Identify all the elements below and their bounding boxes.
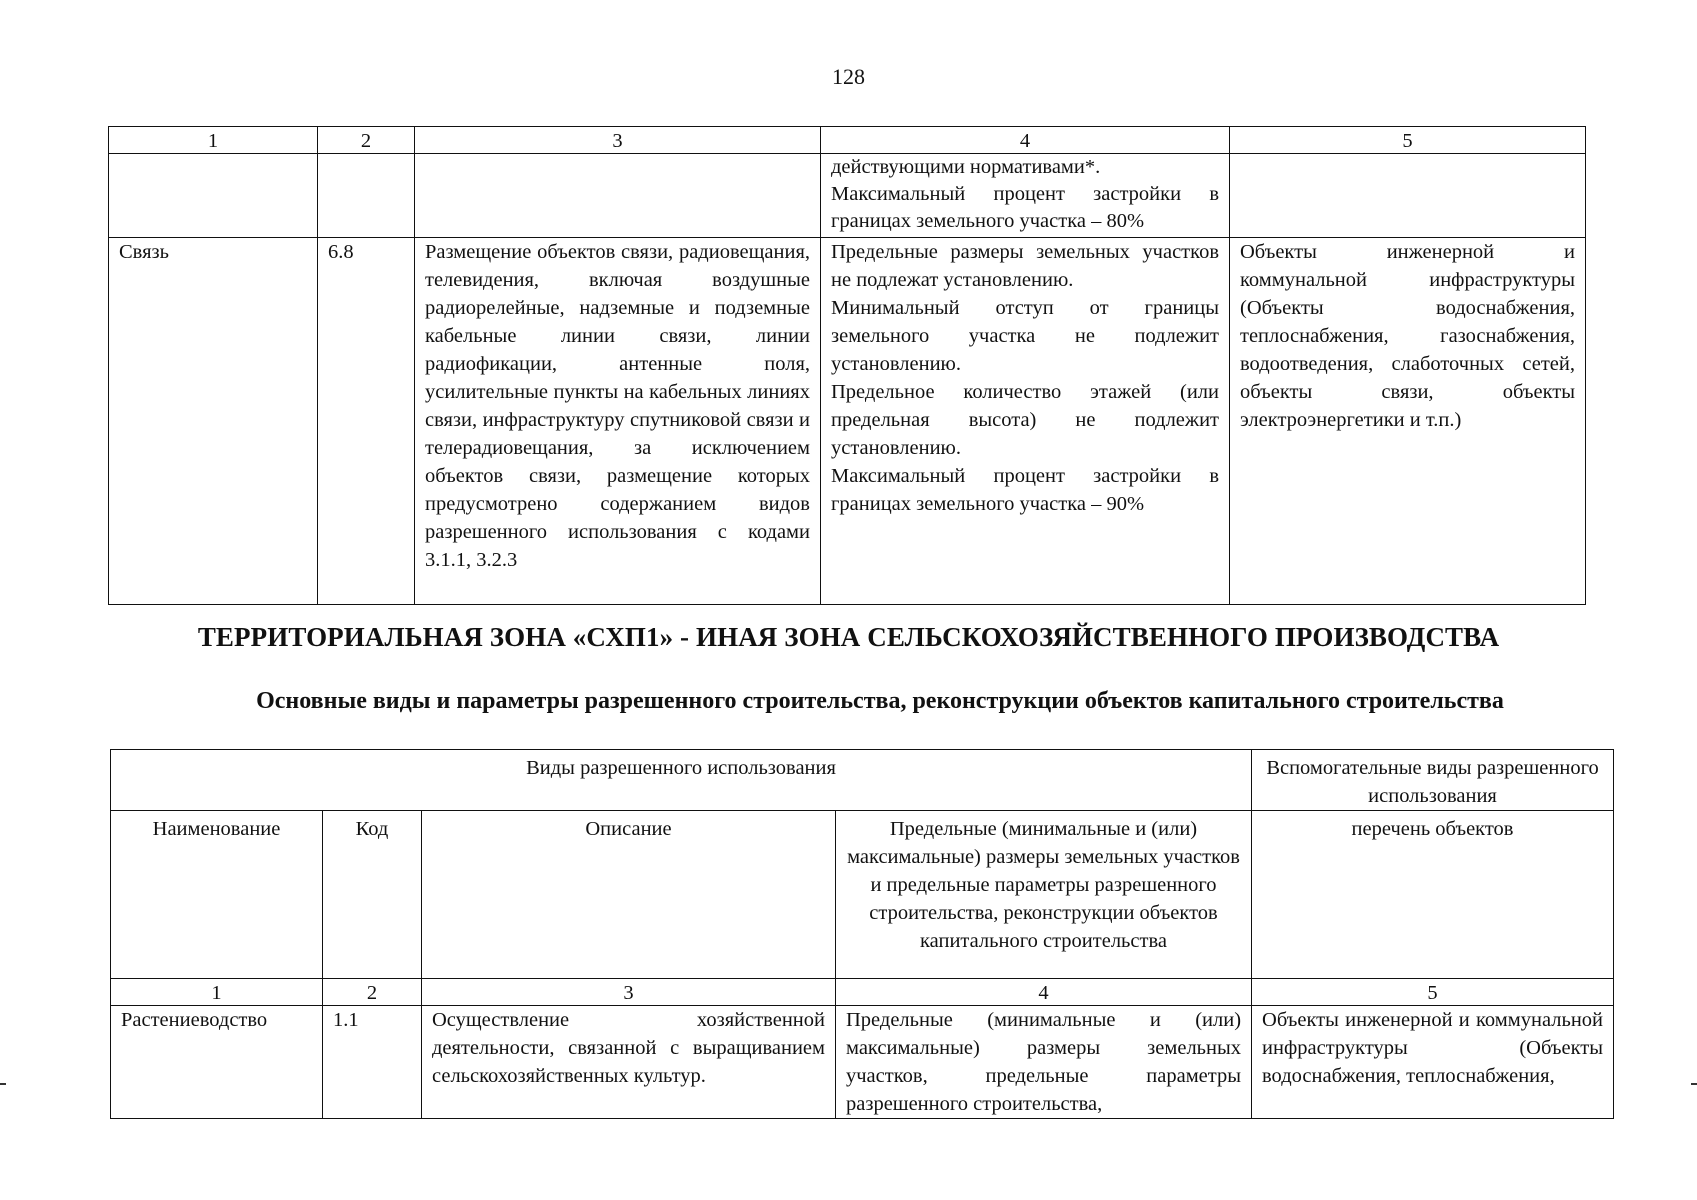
- parameter-line: Максимальный процент застройки в границах земельного участка – 90%: [831, 465, 1219, 515]
- use-description-cell: Размещение объектов связи, радиовещания, телевидения, включая воздушные радиорелейные, надземные и подземные кабельные линии связи, линии радиофикации, антенные поля, усилительные пункты на кабельных линиях связи, инфраструктуру спутниковой связи и телерадиовещания, за исключением объектов связи, размещение которых предусмотрено содержанием видов разрешенного использования с кодами 3.1.1, 3.2.3: [415, 238, 821, 605]
- column-number: 5: [1252, 979, 1614, 1006]
- column-header-row: [111, 811, 1614, 979]
- column-header-parameters: Предельные (минимальные и (или) максимальные) размеры земельных участков и предельные параметры разрешенного строительства, реконструкции объектов капитального строительства: [836, 811, 1252, 979]
- use-name-cell: Растениеводство: [111, 1006, 323, 1119]
- section-subheading: Основные виды и параметры разрешенного строительства, реконструкции объектов капитального строительства: [256, 688, 1504, 714]
- group-header-row: [111, 750, 1614, 811]
- page-number: 128: [832, 64, 865, 89]
- auxiliary-objects-cell: Объекты инженерной и коммунальной инфраструктуры (Объекты водоснабжения, теплоснабжения,: [1252, 1006, 1614, 1119]
- column-number: 2: [318, 127, 415, 154]
- table-row: [111, 1006, 1614, 1119]
- column-number: 4: [836, 979, 1252, 1006]
- use-name-cell: Связь: [109, 238, 318, 605]
- zone-heading: ТЕРРИТОРИАЛЬНАЯ ЗОНА «СХП1» - ИНАЯ ЗОНА СЕЛЬСКОХОЗЯЙСТВЕННОГО ПРОИЗВОДСТВА: [197, 622, 1500, 652]
- use-description-cell: Осуществление хозяйственной деятельности, связанной с выращиванием сельскохозяйственных культур.: [422, 1006, 836, 1119]
- column-number: 3: [422, 979, 836, 1006]
- continuation-table: [108, 126, 1586, 605]
- column-number-row: [109, 127, 1586, 154]
- parameter-line: Минимальный отступ от границы земельного участка не подлежит установлению.: [831, 297, 1219, 375]
- column-number: 5: [1230, 127, 1586, 154]
- table-row: [109, 154, 1586, 238]
- parameter-line: Максимальный процент застройки в границах земельного участка – 80%: [831, 183, 1219, 232]
- column-number: 3: [415, 127, 821, 154]
- parameters-cell: [821, 154, 1230, 238]
- column-number: 1: [111, 979, 323, 1006]
- group-header-main: Виды разрешенного использования: [111, 750, 1252, 811]
- use-code-cell: 6.8: [318, 238, 415, 605]
- column-number-row: [111, 979, 1614, 1006]
- column-header-description: Описание: [422, 811, 836, 979]
- parameter-line: действующими нормативами*.: [831, 156, 1101, 178]
- column-number: 1: [109, 127, 318, 154]
- parameter-line: Предельное количество этажей (или предельная высота) не подлежит установлению.: [831, 381, 1219, 459]
- scan-edge-mark: [1691, 1083, 1697, 1085]
- empty-cell: [318, 154, 415, 238]
- column-number: 4: [821, 127, 1230, 154]
- scan-edge-mark: [0, 1083, 6, 1085]
- empty-cell: [415, 154, 821, 238]
- parameter-line: Предельные размеры земельных участков не подлежат установлению.: [831, 241, 1219, 291]
- table-row: [109, 238, 1586, 605]
- empty-cell: [109, 154, 318, 238]
- column-header-objects: перечень объектов: [1252, 811, 1614, 979]
- parameters-cell: Предельные (минимальные и (или) максимальные) размеры земельных участков, предельные параметры разрешенного строительства,: [836, 1006, 1252, 1119]
- use-code-cell: 1.1: [323, 1006, 422, 1119]
- column-number: 2: [323, 979, 422, 1006]
- empty-cell: [1230, 154, 1586, 238]
- group-header-auxiliary: Вспомогательные виды разрешенного использования: [1252, 750, 1614, 811]
- parameters-cell: [821, 238, 1230, 605]
- auxiliary-objects-cell: Объекты инженерной и коммунальной инфраструктуры (Объекты водоснабжения, теплоснабжения, газоснабжения, водоотведения, слаботочных сетей, объекты связи, объекты электроэнергетики и т.п.): [1230, 238, 1586, 605]
- permitted-uses-table: [110, 749, 1614, 1119]
- column-header-code: Код: [323, 811, 422, 979]
- column-header-name: Наименование: [111, 811, 323, 979]
